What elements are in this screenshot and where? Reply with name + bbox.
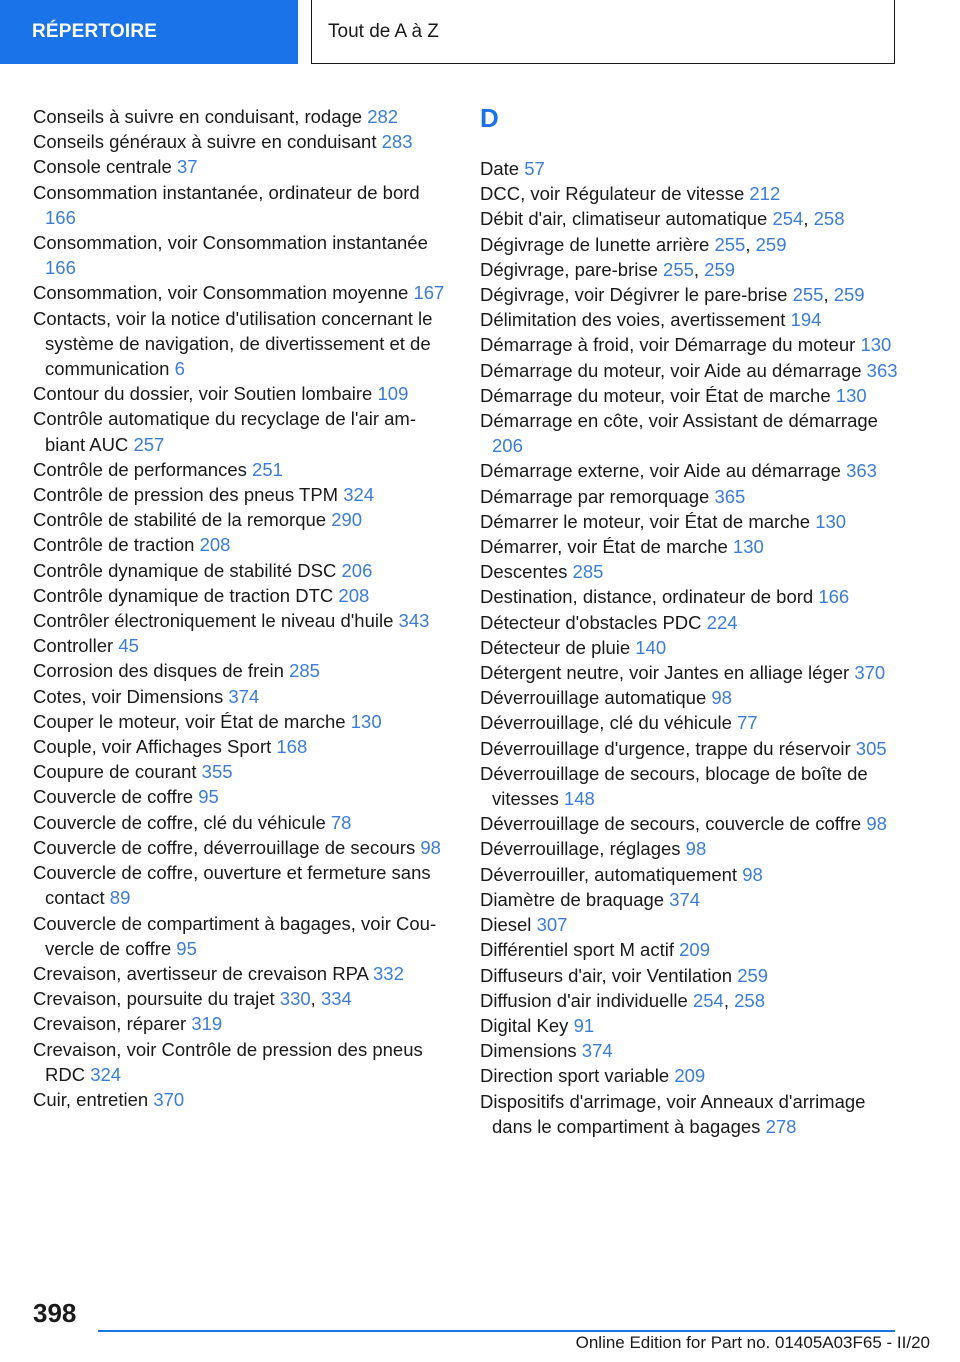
page-reference-link[interactable]: 285 (572, 561, 604, 583)
page-reference-link[interactable]: 363 (866, 359, 898, 381)
page-reference-link[interactable]: 259 (755, 233, 787, 255)
index-entry-text: Date (480, 158, 520, 179)
index-entry (33, 104, 448, 129)
page-reference-link[interactable]: 130 (815, 510, 847, 532)
page-reference-link[interactable]: 254 (772, 208, 804, 230)
index-entry (480, 307, 900, 332)
index-entry-text: Détergent neutre, voir Jantes en alliage léger (480, 662, 850, 684)
index-entry (33, 583, 448, 608)
page-reference-link[interactable]: 283 (381, 131, 413, 153)
index-entry-text: Dégivrage, pare-brise (480, 258, 658, 280)
page-reference-link[interactable]: 370 (153, 1088, 185, 1110)
page-reference-link[interactable]: 374 (669, 888, 701, 910)
page-reference-link[interactable]: 45 (118, 635, 139, 657)
index-entry (480, 1038, 900, 1063)
page-reference-link[interactable]: 194 (790, 309, 822, 331)
index-column-right (480, 104, 900, 1139)
index-entry-text: Démarrage du moteur, voir Aide au démarrage (480, 359, 862, 381)
index-entry-text: Crevaison, avertisseur de crevaison RPA (33, 962, 368, 984)
index-entry-text: Couvercle de coffre, clé du véhicule (33, 811, 326, 833)
page-reference-link[interactable]: 254 (692, 989, 724, 1011)
index-entry (480, 358, 900, 383)
page-reference-link[interactable]: 166 (45, 257, 76, 279)
page-reference-link[interactable]: 224 (706, 611, 738, 633)
index-entry (33, 457, 448, 482)
page-reference-link[interactable]: 57 (524, 158, 545, 179)
index-entry (480, 584, 900, 609)
page-reference-link[interactable]: 37 (176, 156, 198, 178)
page-reference-link[interactable]: 307 (536, 914, 568, 936)
index-entry-text: Couple, voir Affichages Sport (33, 736, 272, 758)
index-entry (480, 383, 900, 408)
page-reference-link[interactable]: 255 (714, 233, 746, 255)
index-entry-text: Couvercle de compartiment à bagages, voir Couvercle de coffre (33, 912, 437, 959)
index-entry-text: Diamètre de braquage (480, 888, 665, 910)
index-entry: Diffusion d'air individuelle 254, 258 (480, 989, 766, 1011)
index-entry-text: Déverrouillage automatique (480, 687, 707, 709)
index-entry-text: Consommation, voir Consommation moyenne (33, 282, 409, 304)
page-reference-link[interactable]: 370 (854, 662, 886, 684)
index-entry (480, 963, 900, 988)
index-entry-text: Démarrage par remorquage (480, 485, 710, 507)
index-entry-text: Démarrage en côte, voir Assistant de démarrage (480, 410, 878, 432)
page-reference-link[interactable]: 343 (398, 610, 430, 632)
index-entry (33, 129, 448, 154)
index-entry-text: Déverrouillage de secours, blocage de boîte de vitesses (480, 762, 868, 810)
index-entry-text: Dégivrage, voir Dégivrer le pare-brise (480, 284, 788, 306)
index-entry-text: Débit d'air, climatiseur automatique (480, 208, 768, 230)
index-entry (480, 937, 900, 962)
page-reference-link[interactable]: 78 (330, 811, 352, 833)
index-entry: Dégivrage, pare-brise 255, 259 (480, 258, 736, 280)
page-reference-link[interactable]: 167 (413, 282, 445, 304)
index-entry-text: Déverrouillage, réglages (480, 838, 681, 860)
index-entry (480, 534, 900, 559)
page-reference-link[interactable]: 91 (573, 1014, 595, 1036)
page-reference-link[interactable]: 140 (635, 636, 667, 658)
index-entry-text: Corrosion des disques de frein (33, 660, 284, 682)
index-entry-text: Crevaison, réparer (33, 1013, 187, 1035)
index-entry-text: Controller (33, 635, 114, 657)
index-entry-text: Déverrouillage de secours, couvercle de coffre (480, 813, 862, 835)
index-entry (33, 1087, 448, 1112)
index-entry (480, 1013, 900, 1038)
index-entry-text: Diffusion d'air individuelle (480, 989, 688, 1011)
index-entry (33, 306, 448, 382)
index-entry-text: Démarrer, voir État de marche (480, 536, 728, 558)
index-entry-text: Couper le moteur, voir État de marche (33, 710, 346, 732)
page-number: 398 (33, 1298, 77, 1328)
index-entry-text: Détecteur de pluie (480, 636, 631, 658)
index-entry: Dégivrage de lunette arrière 255, 259 (480, 233, 787, 255)
page-reference-link[interactable]: 98 (742, 863, 763, 885)
index-entry-text: Différentiel sport M actif (480, 939, 674, 961)
index-entry-text: Crevaison, poursuite du trajet (33, 988, 275, 1010)
page-reference-link[interactable]: 89 (109, 887, 131, 909)
page-reference-link[interactable]: 130 (732, 536, 764, 558)
page-reference-link[interactable]: 278 (765, 1115, 797, 1137)
index-entry-text: Démarrage à froid, voir Démarrage du moteur (480, 334, 856, 356)
index-entry-text: Digital Key (480, 1014, 569, 1036)
index-entry (33, 633, 448, 658)
index-entry (480, 761, 900, 811)
index-entry (480, 181, 900, 206)
index-entry (33, 911, 448, 961)
index-entry-text: Consommation instantanée, ordinateur de bord (33, 181, 420, 203)
index-entry (480, 887, 900, 912)
index-entry-text: Conseils à suivre en conduisant, rodage (33, 106, 363, 127)
index-entry: Dégivrage, voir Dégivrer le pare-brise 255, 259 (480, 284, 865, 306)
index-entry: Débit d'air, climatiseur automatique 254, 258 (480, 208, 845, 230)
page-reference-link[interactable]: 166 (45, 206, 76, 228)
page-reference-link[interactable]: 209 (679, 939, 710, 961)
index-entry-text: DCC, voir Régulateur de vitesse (480, 183, 745, 205)
page-reference-link[interactable]: 355 (201, 761, 233, 783)
index-entry-text: Contacts, voir la notice d'utilisation concernant le système de navigation, de divertissement et de communication (33, 307, 433, 380)
page-reference-link[interactable]: 130 (350, 710, 382, 732)
index-entry-text: Détecteur d'obstacles PDC (480, 611, 702, 633)
page-reference-link[interactable]: 319 (191, 1013, 223, 1035)
page-reference-link[interactable]: 334 (320, 988, 352, 1010)
index-entry-text: Cuir, entretien (33, 1088, 149, 1110)
page-reference-link[interactable]: 168 (276, 736, 308, 758)
index-entry (33, 558, 448, 583)
index-entry (33, 230, 448, 280)
page-reference-link[interactable]: 206 (492, 435, 523, 457)
index-entry-text: Couvercle de coffre, ouverture et fermeture sans contact (33, 862, 431, 909)
index-entry-text: Contrôle de pression des pneus TPM (33, 484, 339, 506)
index-entry (33, 709, 448, 734)
index-entry (480, 408, 900, 458)
index-entry (33, 608, 448, 633)
index-entry (33, 381, 448, 406)
index-entry-text: Contrôle dynamique de stabilité DSC (33, 559, 337, 581)
index-entry (480, 559, 900, 584)
index-entry-text: Déverrouiller, automatiquement (480, 863, 738, 885)
index-entry-text: Dégivrage de lunette arrière (480, 233, 710, 255)
index-entry (33, 482, 448, 507)
page-reference-link[interactable]: 259 (737, 964, 769, 986)
index-entry (33, 1011, 448, 1036)
index-entry-text: Cotes, voir Dimensions (33, 685, 224, 707)
index-entry (480, 332, 900, 357)
page-reference-link[interactable]: 109 (377, 383, 409, 405)
index-entry-text: Conseils généraux à suivre en conduisant (33, 131, 377, 153)
index-entry-text: Dispositifs d'arrimage, voir Anneaux d'arrimage dans le compartiment à bagages (480, 1090, 866, 1137)
page-reference-link[interactable]: 208 (199, 534, 231, 556)
index-entry-text: Délimitation des voies, avertissement (480, 309, 786, 331)
page-reference-link[interactable]: 374 (581, 1040, 613, 1062)
index-entry-text: Direction sport variable (480, 1065, 670, 1087)
page-reference-link[interactable]: 98 (685, 838, 707, 860)
index-entry-text: Diesel (480, 914, 532, 936)
index-entry-text: Déverrouillage d'urgence, trappe du réservoir (480, 737, 851, 759)
index-entry (480, 610, 900, 635)
page-reference-link[interactable]: 258 (734, 989, 766, 1011)
section-letter: D (480, 103, 499, 133)
page-reference-link[interactable]: 212 (749, 183, 781, 205)
index-entry (480, 660, 900, 685)
page-reference-link[interactable]: 251 (252, 458, 283, 480)
index-entry (33, 961, 448, 986)
index-entry (33, 532, 448, 557)
index-entry-text: Couvercle de coffre, déverrouillage de secours (33, 836, 416, 858)
index-entry (480, 635, 900, 660)
page-reference-link[interactable]: 259 (704, 258, 736, 280)
index-entry (480, 156, 900, 181)
page-reference-link[interactable]: 98 (420, 836, 441, 858)
index-entry (33, 860, 448, 910)
index-entry (33, 810, 448, 835)
index-entry-text: Contrôle de traction (33, 534, 195, 556)
index-entry (480, 685, 900, 710)
index-column-left (33, 104, 448, 1112)
index-entry (33, 835, 448, 860)
index-entry (480, 1063, 900, 1088)
index-entry-text: Diffuseurs d'air, voir Ventilation (480, 964, 733, 986)
page-reference-link[interactable]: 374 (228, 685, 260, 707)
page-reference-link[interactable]: 206 (341, 559, 373, 581)
page-reference-link[interactable]: 166 (818, 586, 850, 608)
index-entry-text: Contrôle dynamique de traction DTC (33, 584, 334, 606)
index-entry-text: Contrôle de stabilité de la remorque (33, 509, 327, 531)
index-entry-text: Descentes (480, 561, 568, 583)
index-entry-text: Crevaison, voir Contrôle de pression des pneus RDC (33, 1038, 423, 1085)
page-reference-link[interactable]: 208 (338, 584, 370, 606)
page-reference-link[interactable]: 95 (176, 937, 197, 959)
index-entries-right (480, 156, 900, 1139)
index-entry-text: Dimensions (480, 1040, 577, 1062)
page-reference-link[interactable]: 95 (198, 786, 219, 808)
page-reference-link[interactable]: 290 (331, 509, 363, 531)
index-entry (480, 811, 900, 836)
index-entry (33, 1037, 448, 1087)
index-entry (480, 458, 900, 483)
page-reference-link[interactable]: 330 (279, 988, 311, 1010)
index-entry (480, 736, 900, 761)
index-entry (480, 1089, 900, 1139)
index-entry-text: Contrôle automatique du recyclage de l'air ambiant AUC (33, 408, 416, 455)
index-entry-text: Couvercle de coffre (33, 786, 194, 808)
page-reference-link[interactable]: 77 (737, 712, 758, 734)
page-reference-link[interactable]: 258 (813, 208, 845, 230)
index-entry-text: Démarrer le moteur, voir État de marche (480, 510, 811, 532)
page-reference-link[interactable]: 98 (866, 813, 887, 835)
index-entry (480, 912, 900, 937)
page-reference-link[interactable]: 332 (373, 962, 404, 984)
page-reference-link[interactable]: 324 (90, 1063, 122, 1085)
index-entry: Crevaison, poursuite du trajet 330, 334 (33, 988, 352, 1010)
footer-divider (98, 1330, 895, 1332)
page-reference-link[interactable]: 255 (792, 284, 824, 306)
index-entry-text: Coupure de courant (33, 761, 197, 783)
index-entry (33, 280, 448, 305)
page-reference-link[interactable]: 148 (563, 788, 595, 810)
page-reference-link[interactable]: 130 (835, 384, 867, 406)
page-reference-link[interactable]: 365 (714, 485, 746, 507)
page-reference-link[interactable]: 282 (367, 106, 399, 127)
index-entry-text: Déverrouillage, clé du véhicule (480, 712, 732, 734)
index-entry-text: Démarrage externe, voir Aide au démarrage (480, 460, 841, 482)
index-entry (33, 154, 448, 179)
index-entry (33, 507, 448, 532)
section-tab[interactable]: RÉPERTOIRE (0, 0, 298, 64)
index-entry (33, 658, 448, 683)
index-entry (33, 406, 448, 456)
index-entry (33, 784, 448, 809)
page-reference-link[interactable]: 98 (711, 687, 732, 709)
index-entry-text: Consommation, voir Consommation instantanée (33, 232, 428, 254)
index-entry-text: Contrôle de performances (33, 458, 247, 480)
index-entry-text: Destination, distance, ordinateur de bord (480, 586, 814, 608)
index-entry (33, 180, 448, 230)
page-reference-link[interactable]: 209 (674, 1065, 706, 1087)
page-reference-link[interactable]: 6 (174, 358, 185, 380)
page-reference-link[interactable]: 324 (343, 484, 375, 506)
page-reference-link[interactable]: 363 (846, 460, 877, 482)
index-entry (480, 836, 900, 861)
index-entry-text: Contour du dossier, voir Soutien lombaire (33, 383, 373, 405)
index-entry (480, 862, 900, 887)
index-entry (480, 509, 900, 534)
index-entry (480, 484, 900, 509)
index-entry-text: Démarrage du moteur, voir État de marche (480, 384, 831, 406)
index-entry (33, 734, 448, 759)
footer-edition: Online Edition for Part no. 01405A03F65 - II/20 (575, 1333, 930, 1352)
page-reference-link[interactable]: 130 (860, 334, 892, 356)
page-reference-link[interactable]: 305 (855, 737, 887, 759)
index-entry (33, 684, 448, 709)
index-entry-text: Contrôler électroniquement le niveau d'huile (33, 610, 394, 632)
page-reference-link[interactable]: 259 (833, 284, 865, 306)
index-entry-text: Console centrale (33, 156, 172, 178)
index-entry (33, 759, 448, 784)
page-reference-link[interactable]: 255 (663, 258, 694, 280)
index-entry (480, 710, 900, 735)
page-title: Tout de A à Z (311, 0, 895, 64)
page-reference-link[interactable]: 285 (289, 660, 320, 682)
page-reference-link[interactable]: 257 (133, 433, 165, 455)
